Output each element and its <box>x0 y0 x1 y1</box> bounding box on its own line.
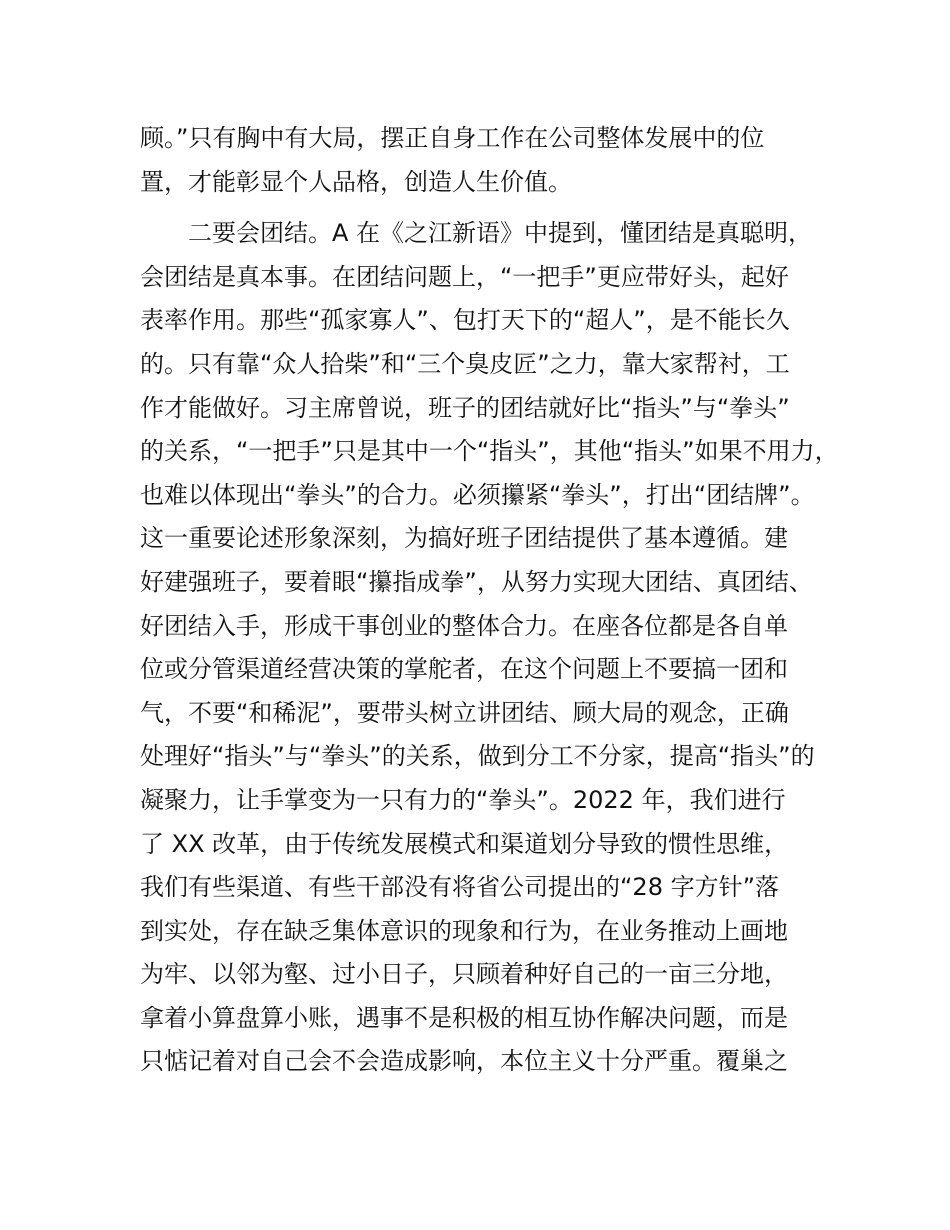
text-line: 会团结是真本事。在团结问题上，“一把手”更应带好头，起好 <box>140 262 789 291</box>
paragraph-2 <box>140 212 840 1084</box>
paragraph-spacing <box>140 204 840 212</box>
text-line: 好建强班子，要着眼“攥指成拳”，从努力实现大团结、真团结、 <box>140 567 813 596</box>
text-line: 为牢、以邻为壑、过小日子，只顾着种好自己的一亩三分地， <box>140 960 788 989</box>
text-line: 表率作用。那些“孤家寡人”、包打天下的“超人”，是不能长久 <box>140 306 790 335</box>
text-line: 位或分管渠道经营决策的掌舵者，在这个问题上不要搞一团和 <box>140 655 788 684</box>
text-line: 也难以体现出“拳头”的合力。必须攥紧“拳头”，打出“团结牌”。 <box>140 480 815 509</box>
text-line: 我们有些渠道、有些干部没有将省公司提出的“28 字方针”落 <box>140 873 780 902</box>
paragraph-1 <box>140 117 840 204</box>
text-line: 置，才能彰显个人品格，创造人生价值。 <box>140 167 572 196</box>
body-text <box>140 117 840 1084</box>
text-line: 顾。”只有胸中有大局，摆正自身工作在公司整体发展中的位 <box>140 124 765 152</box>
text-line: 的关系，“一把手”只是其中一个“指头”，其他“指头”如果不用力， <box>140 437 839 466</box>
text-line: 这一重要论述形象深刻，为搞好班子团结提供了基本遵循。建 <box>140 524 788 553</box>
text-line: 处理好“指头”与“拳头”的关系，做到分工不分家，提高“指头”的 <box>140 742 815 771</box>
text-line: 二要会团结。A 在《之江新语》中提到，懂团结是真聪明， <box>188 219 813 248</box>
text-line: 到实处，存在缺乏集体意识的现象和行为，在业务推动上画地 <box>140 916 788 945</box>
text-line: 作才能做好。习主席曾说，班子的团结就好比“指头”与“拳头” <box>140 393 790 422</box>
text-line: 好团结入手，形成干事创业的整体合力。在座各位都是各自单 <box>140 611 788 640</box>
text-line: 气，不要“和稀泥”，要带头树立讲团结、顾大局的观念，正确 <box>140 698 789 727</box>
text-line: 拿着小算盘算小账，遇事不是积极的相互协作解决问题，而是 <box>140 1003 788 1032</box>
text-line: 凝聚力，让手掌变为一只有力的“拳头”。2022 年，我们进行 <box>140 785 786 814</box>
text-line: 只惦记着对自己会不会造成影响，本位主义十分严重。覆巢之 <box>140 1047 788 1076</box>
text-line: 了 XX 改革，由于传统发展模式和渠道划分导致的惯性思维， <box>140 829 789 858</box>
text-line: 的。只有靠“众人拾柴”和“三个臭皮匠”之力，靠大家帮衬，工 <box>140 349 790 378</box>
